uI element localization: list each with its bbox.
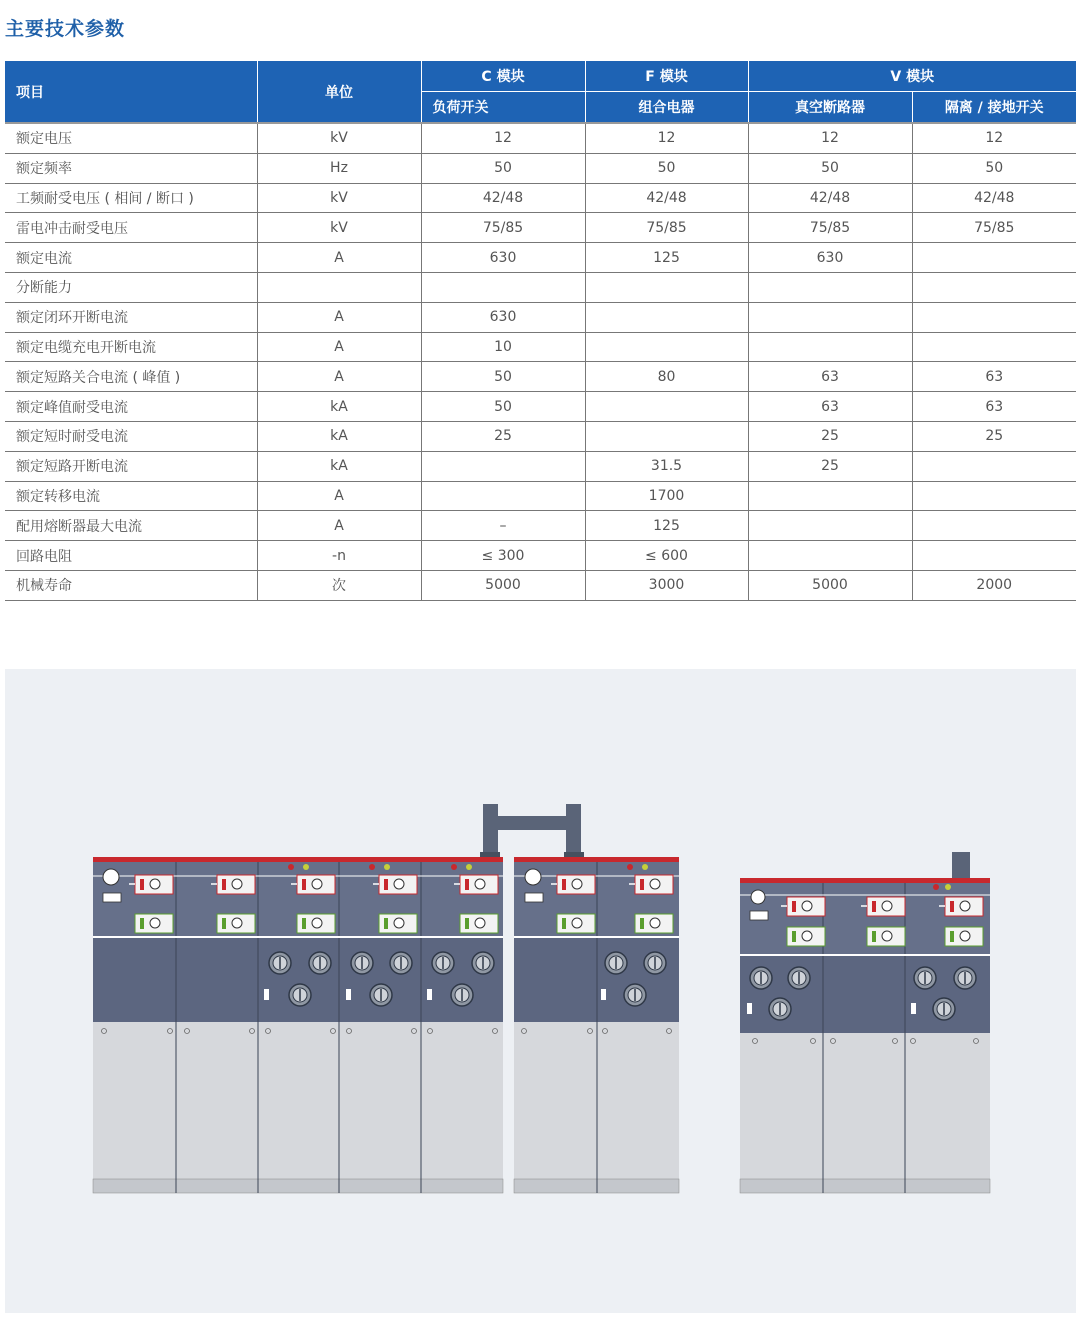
cell-item: 配用熔断器最大电流 — [5, 511, 257, 541]
table-row — [5, 541, 1076, 571]
cell-unit: 次 — [257, 570, 421, 600]
cell-c: 12 — [421, 123, 585, 153]
cell-f: 12 — [585, 123, 748, 153]
cell-f: 1700 — [585, 481, 748, 511]
cell-v-breaker: 25 — [748, 451, 912, 481]
cell-v-breaker — [748, 541, 912, 571]
cell-v-isolator — [912, 451, 1076, 481]
cell-c — [421, 451, 585, 481]
cell-unit: kA — [257, 451, 421, 481]
cell-v-isolator: 42/48 — [912, 183, 1076, 213]
cell-f — [585, 421, 748, 451]
cell-c: ≤ 300 — [421, 541, 585, 571]
table-row — [5, 451, 1076, 481]
cell-c: 630 — [421, 302, 585, 332]
cabinet-group-right — [740, 852, 990, 1193]
cell-f: 75/85 — [585, 213, 748, 243]
cell-v-breaker: 630 — [748, 243, 912, 273]
cell-f — [585, 302, 748, 332]
cell-v-isolator: 25 — [912, 421, 1076, 451]
cell-c: 10 — [421, 332, 585, 362]
cell-item: 额定峰值耐受电流 — [5, 392, 257, 422]
cell-f: 50 — [585, 153, 748, 183]
cell-f: 42/48 — [585, 183, 748, 213]
cell-v-isolator — [912, 332, 1076, 362]
cell-c — [421, 272, 585, 302]
cell-item: 雷电冲击耐受电压 — [5, 213, 257, 243]
cell-item: 额定电流 — [5, 243, 257, 273]
header-sub-load-switch: 负荷开关 — [421, 92, 585, 124]
cell-v-breaker: 63 — [748, 392, 912, 422]
table-row — [5, 302, 1076, 332]
cabinet-group-left — [93, 857, 503, 1193]
cell-unit: A — [257, 302, 421, 332]
cell-c — [421, 481, 585, 511]
cell-v-breaker — [748, 511, 912, 541]
cell-c: 42/48 — [421, 183, 585, 213]
table-row — [5, 213, 1076, 243]
cell-v-breaker — [748, 332, 912, 362]
cell-item: 分断能力 — [5, 272, 257, 302]
table-row — [5, 123, 1076, 153]
header-sub-vacuum-breaker: 真空断路器 — [748, 92, 912, 124]
cell-c: 630 — [421, 243, 585, 273]
spec-table — [5, 61, 1076, 601]
cell-unit: -n — [257, 541, 421, 571]
cell-v-isolator — [912, 511, 1076, 541]
table-row — [5, 153, 1076, 183]
cell-f: 80 — [585, 362, 748, 392]
cell-item: 额定短路开断电流 — [5, 451, 257, 481]
table-row — [5, 332, 1076, 362]
header-unit: 单位 — [257, 61, 421, 123]
cell-f: 31.5 — [585, 451, 748, 481]
header-sub-isolator: 隔离 / 接地开关 — [912, 92, 1076, 124]
cell-v-isolator: 50 — [912, 153, 1076, 183]
table-row — [5, 243, 1076, 273]
cell-item: 额定电压 — [5, 123, 257, 153]
cell-v-isolator — [912, 272, 1076, 302]
cell-c: 5000 — [421, 570, 585, 600]
cell-c: 25 — [421, 421, 585, 451]
cell-v-isolator: 12 — [912, 123, 1076, 153]
bus-connector — [480, 804, 584, 864]
table-row — [5, 481, 1076, 511]
cell-v-breaker: 63 — [748, 362, 912, 392]
cell-unit: Hz — [257, 153, 421, 183]
cell-item: 额定转移电流 — [5, 481, 257, 511]
table-row — [5, 272, 1076, 302]
cell-item: 额定短路关合电流 ( 峰值 ) — [5, 362, 257, 392]
cell-f: 3000 — [585, 570, 748, 600]
cabinet-group-middle — [514, 857, 679, 1193]
cell-f: 125 — [585, 243, 748, 273]
cell-v-breaker: 12 — [748, 123, 912, 153]
cell-item: 额定频率 — [5, 153, 257, 183]
cell-v-breaker — [748, 272, 912, 302]
cell-f — [585, 332, 748, 362]
cell-unit: A — [257, 332, 421, 362]
cell-v-isolator — [912, 302, 1076, 332]
cell-c: 50 — [421, 153, 585, 183]
switchgear-drawing — [5, 669, 1076, 1313]
cell-item: 额定电缆充电开断电流 — [5, 332, 257, 362]
cell-c: – — [421, 511, 585, 541]
cell-unit: kA — [257, 392, 421, 422]
cell-unit: A — [257, 243, 421, 273]
cell-c: 50 — [421, 362, 585, 392]
cell-unit: kV — [257, 183, 421, 213]
cell-c: 75/85 — [421, 213, 585, 243]
page-title: 主要技术参数 — [5, 18, 126, 40]
cell-item: 工频耐受电压 ( 相间 / 断口 ) — [5, 183, 257, 213]
cell-c: 50 — [421, 392, 585, 422]
header-group-c: C 模块 — [421, 61, 585, 92]
cell-unit — [257, 272, 421, 302]
cell-unit: A — [257, 511, 421, 541]
switchgear-figure — [5, 669, 1076, 1313]
table-row — [5, 570, 1076, 600]
cell-v-breaker: 50 — [748, 153, 912, 183]
cell-v-isolator: 63 — [912, 392, 1076, 422]
cell-v-breaker: 5000 — [748, 570, 912, 600]
cell-v-isolator — [912, 481, 1076, 511]
cell-unit: kV — [257, 123, 421, 153]
cell-f — [585, 392, 748, 422]
cell-unit: kV — [257, 213, 421, 243]
cell-item: 额定短时耐受电流 — [5, 421, 257, 451]
cell-v-breaker — [748, 302, 912, 332]
table-row — [5, 362, 1076, 392]
cell-unit: kA — [257, 421, 421, 451]
cell-v-breaker: 75/85 — [748, 213, 912, 243]
cell-v-isolator — [912, 243, 1076, 273]
header-item: 项目 — [5, 61, 257, 123]
cell-v-breaker: 42/48 — [748, 183, 912, 213]
cell-v-isolator: 75/85 — [912, 213, 1076, 243]
cell-item: 额定闭环开断电流 — [5, 302, 257, 332]
table-row — [5, 511, 1076, 541]
header-sub-combo: 组合电器 — [585, 92, 748, 124]
table-row — [5, 183, 1076, 213]
header-group-v: V 模块 — [748, 61, 1076, 92]
cell-f: 125 — [585, 511, 748, 541]
cell-unit: A — [257, 481, 421, 511]
cell-v-isolator: 63 — [912, 362, 1076, 392]
table-row — [5, 392, 1076, 422]
cell-item: 回路电阻 — [5, 541, 257, 571]
table-row — [5, 421, 1076, 451]
cell-f — [585, 272, 748, 302]
cell-v-breaker: 25 — [748, 421, 912, 451]
cell-f: ≤ 600 — [585, 541, 748, 571]
cell-item: 机械寿命 — [5, 570, 257, 600]
header-group-f: F 模块 — [585, 61, 748, 92]
cell-v-breaker — [748, 481, 912, 511]
cell-v-isolator — [912, 541, 1076, 571]
cell-unit: A — [257, 362, 421, 392]
cell-v-isolator: 2000 — [912, 570, 1076, 600]
